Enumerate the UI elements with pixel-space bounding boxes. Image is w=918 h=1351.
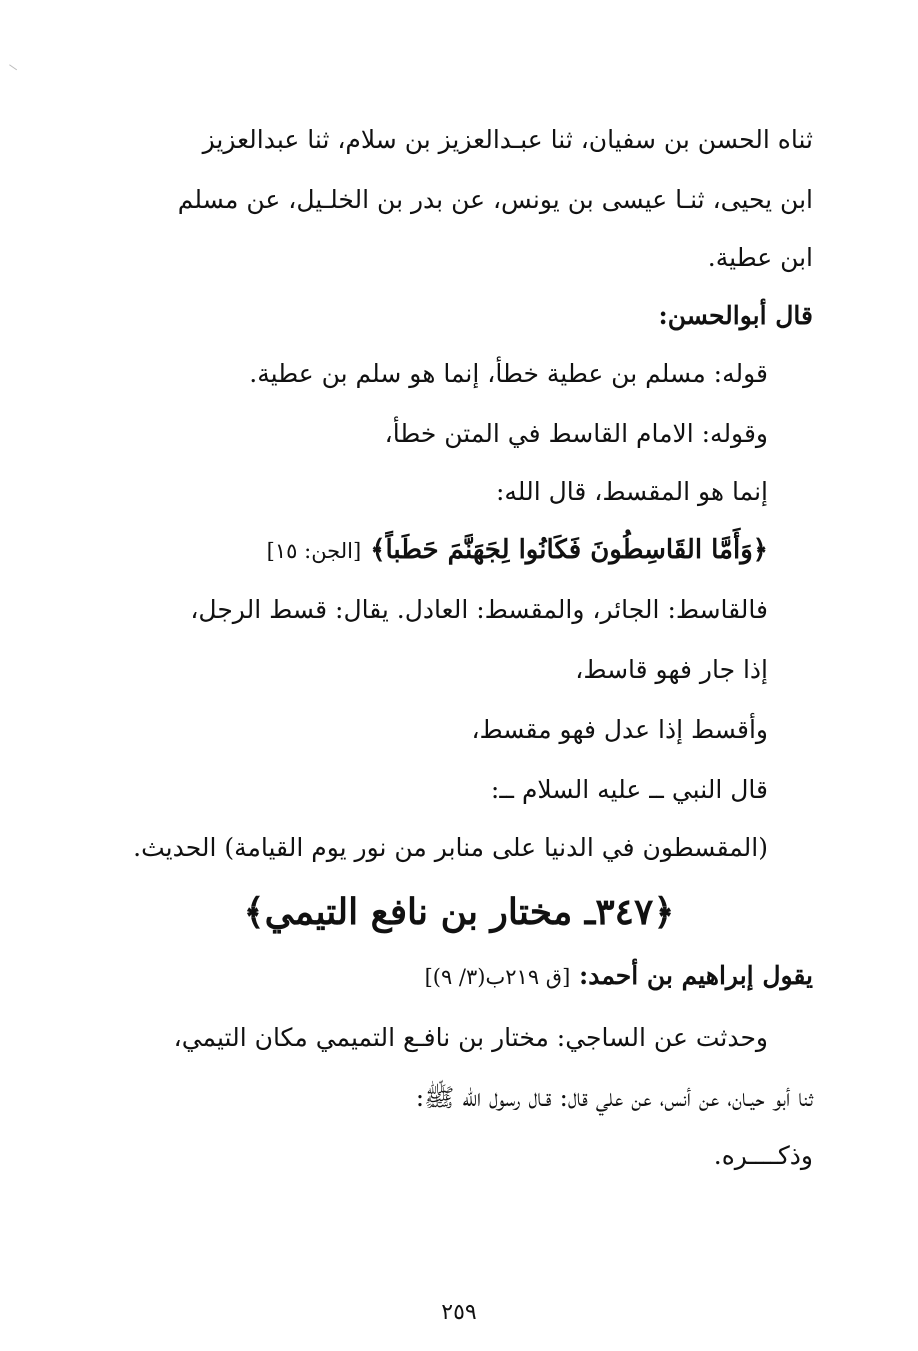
comment-line: إنما هو المقسط، قال الله:	[495, 477, 768, 506]
text-line: ثناه الحسن بن سفيان، ثنا عبـدالعزيز بن سلام، ثنا عبدالعزيز	[202, 125, 813, 154]
quran-verse	[132, 530, 768, 571]
speaker-label: يقول إبراهيم بن أحمد:	[579, 961, 813, 990]
text-line: ابن عطية.	[707, 243, 813, 272]
page-number: ٢٥٩	[441, 1300, 477, 1325]
explanation-line: إذا جار فهو قاسط،	[575, 655, 768, 684]
speaker-heading	[132, 956, 813, 997]
narration-line: ثنا أبو حيـان، عن أنس، عن علي قال: قـال رسول الله ﷺ:	[415, 1083, 813, 1112]
scan-mark	[4, 64, 17, 77]
comment-line: وقوله: الامام القاسط في المتن خطأ،	[384, 419, 768, 448]
narration-line: وحدثت عن الساجي: مختار بن نافـع التميمي مكان التيمي،	[173, 1023, 768, 1052]
verse-reference: [الجن: ١٥]	[266, 539, 362, 563]
narration-line: وذكــــره.	[713, 1141, 813, 1170]
manuscript-reference: [ق ٢١٩ب(٣/ ٩)]	[424, 965, 571, 989]
text-line: ابن يحيى، ثنـا عيسى بن يونس، عن بدر بن الخلـيل، عن مسلم	[177, 185, 813, 214]
entry-heading: ﴿٣٤٧ـ مختار بن نافع التيمي﴾	[243, 891, 675, 933]
verse-text: ﴿وَأَمَّا القَاسِطُونَ فَكَانُوا لِجَهَنَّمَ حَطَباً﴾	[370, 535, 768, 565]
explanation-line: قال النبي ــ عليه السلام ــ:	[490, 775, 768, 804]
comment-line: قوله: مسلم بن عطية خطأ، إنما هو سلم بن عطية.	[249, 359, 768, 388]
speaker-heading: قال أبوالحسن:	[658, 301, 813, 330]
explanation-line: وأقسط إذا عدل فهو مقسط،	[471, 715, 768, 744]
explanation-line: (المقسطون في الدنيا على منابر من نور يوم القيامة) الحديث.	[133, 833, 768, 862]
explanation-line: فالقاسط: الجائر، والمقسط: العادل. يقال: قسط الرجل،	[190, 595, 768, 624]
